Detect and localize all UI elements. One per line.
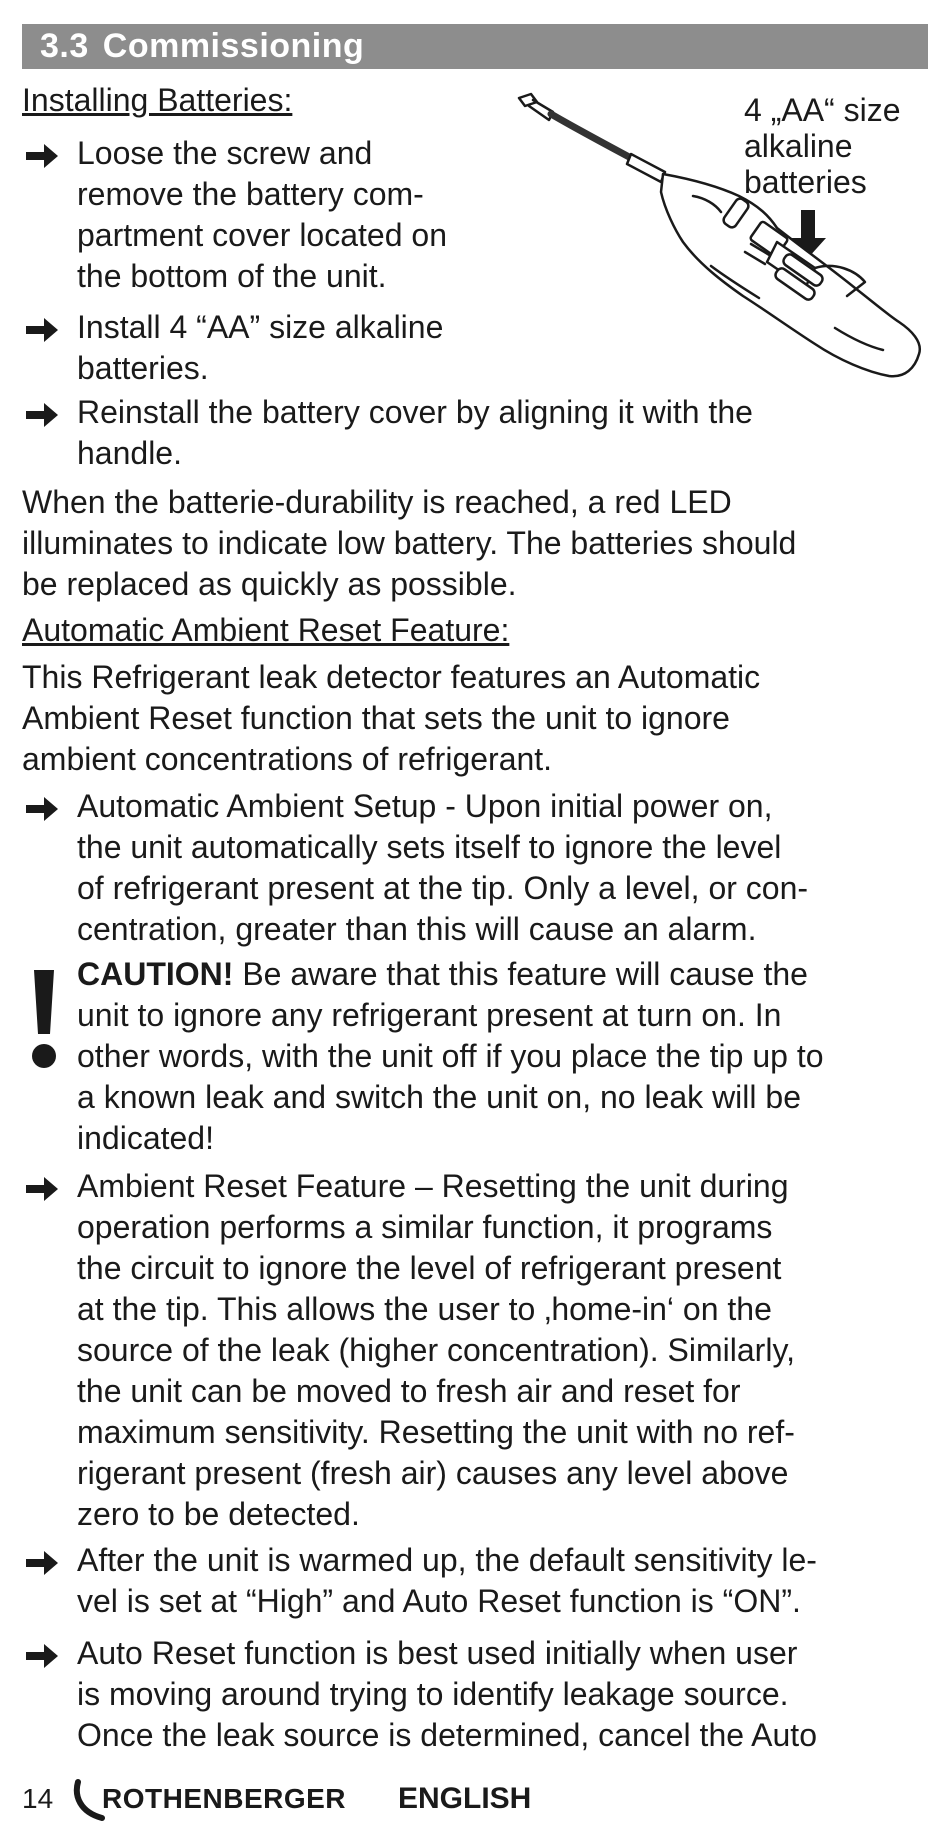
section-heading bbox=[22, 24, 928, 69]
text-line: batteries. bbox=[77, 350, 209, 386]
text-line: partment cover located on bbox=[77, 217, 447, 253]
page-number: 14 bbox=[22, 1783, 54, 1814]
text-line: unit to ignore any refrigerant present at turn on. In bbox=[77, 997, 782, 1033]
text-line: remove the battery com- bbox=[77, 176, 424, 212]
text-line: Auto Reset function is best used initially when user bbox=[77, 1635, 798, 1671]
text-line bbox=[77, 954, 824, 995]
text-line: at the tip. This allows the user to ‚home-in‘ on the bbox=[77, 1291, 772, 1327]
arrow-bullet-icon bbox=[24, 400, 60, 430]
caution-first-line-text: Be aware that this feature will cause the bbox=[233, 956, 808, 992]
text-line: operation performs a similar function, it programs bbox=[77, 1209, 773, 1245]
arrow-bullet-icon bbox=[24, 141, 60, 171]
arrow-bullet-icon bbox=[24, 1641, 60, 1671]
text-line: When the batterie-durability is reached, a red LED bbox=[22, 484, 732, 520]
leak-detector-illustration bbox=[515, 92, 930, 397]
text-line: the unit can be moved to fresh air and reset for bbox=[77, 1373, 741, 1409]
install-step-1 bbox=[77, 133, 447, 297]
text-line: the circuit to ignore the level of refrigerant present bbox=[77, 1250, 782, 1286]
auto-reset-item bbox=[77, 1633, 817, 1756]
ambient-reset-heading: Automatic Ambient Reset Feature: bbox=[22, 612, 510, 648]
text-line: centration, greater than this will cause an alarm. bbox=[77, 911, 757, 947]
text-line: This Refrigerant leak detector features an Automatic bbox=[22, 659, 761, 695]
text-line: of refrigerant present at the tip. Only a level, or con- bbox=[77, 870, 809, 906]
warmup-item bbox=[77, 1540, 817, 1622]
text-line: ambient concentrations of refrigerant. bbox=[22, 741, 553, 777]
text-line: Ambient Reset Feature – Resetting the unit during bbox=[77, 1168, 789, 1204]
text-line: Loose the screw and bbox=[77, 135, 373, 171]
text-line: Once the leak source is determined, cancel the Auto bbox=[77, 1717, 817, 1753]
text-line: zero to be detected. bbox=[77, 1496, 360, 1532]
arrow-bullet-icon bbox=[24, 1548, 60, 1578]
caution-paragraph bbox=[77, 954, 824, 1159]
text-line: the unit automatically sets itself to ignore the level bbox=[77, 829, 782, 865]
text-line: illuminates to indicate low battery. The batteries should bbox=[22, 525, 797, 561]
text-line: rigerant present (fresh air) causes any level above bbox=[77, 1455, 789, 1491]
text-line: Automatic Ambient Setup - Upon initial power on, bbox=[77, 788, 773, 824]
brand-name: ROTHENBERGER bbox=[102, 1783, 347, 1814]
section-title: Commissioning bbox=[102, 27, 365, 65]
text-line: 4 „AA“ size bbox=[744, 92, 901, 128]
arrow-bullet-icon bbox=[24, 794, 60, 824]
text-line: vel is set at “High” and Auto Reset function is “ON”. bbox=[77, 1583, 801, 1619]
text-line: a known leak and switch the unit on, no leak will be bbox=[77, 1079, 801, 1115]
text-line: alkaline bbox=[744, 128, 853, 164]
text-line: maximum sensitivity. Resetting the unit with no ref- bbox=[77, 1414, 795, 1450]
ambient-reset-item bbox=[77, 1166, 795, 1535]
text-line: other words, with the unit off if you place the tip up to bbox=[77, 1038, 824, 1074]
section-number: 3.3 bbox=[40, 27, 89, 65]
low-battery-paragraph bbox=[22, 482, 796, 605]
text-line: source of the leak (higher concentration). Similarly, bbox=[77, 1332, 795, 1368]
text-line: be replaced as quickly as possible. bbox=[22, 566, 517, 602]
text-line: indicated! bbox=[77, 1120, 214, 1156]
text-line: After the unit is warmed up, the default sensitivity le- bbox=[77, 1542, 817, 1578]
arrow-bullet-icon bbox=[24, 315, 60, 345]
exclamation-icon bbox=[30, 970, 62, 1070]
language-label: ENGLISH bbox=[398, 1782, 532, 1815]
text-line: Ambient Reset function that sets the unit to ignore bbox=[22, 700, 730, 736]
ambient-intro-paragraph bbox=[22, 657, 760, 780]
caution-label: CAUTION! bbox=[77, 956, 234, 992]
ambient-setup-item bbox=[77, 786, 808, 950]
install-step-3 bbox=[77, 392, 753, 474]
installing-batteries-heading: Installing Batteries: bbox=[22, 82, 293, 118]
text-line: Install 4 “AA” size alkaline bbox=[77, 309, 444, 345]
text-line: Reinstall the battery cover by aligning it with the bbox=[77, 394, 753, 430]
arrow-bullet-icon bbox=[24, 1174, 60, 1204]
text-line: batteries bbox=[744, 164, 867, 200]
install-step-2 bbox=[77, 307, 443, 389]
text-line: the bottom of the unit. bbox=[77, 258, 387, 294]
text-line: handle. bbox=[77, 435, 182, 471]
text-line: is moving around trying to identify leakage source. bbox=[77, 1676, 789, 1712]
